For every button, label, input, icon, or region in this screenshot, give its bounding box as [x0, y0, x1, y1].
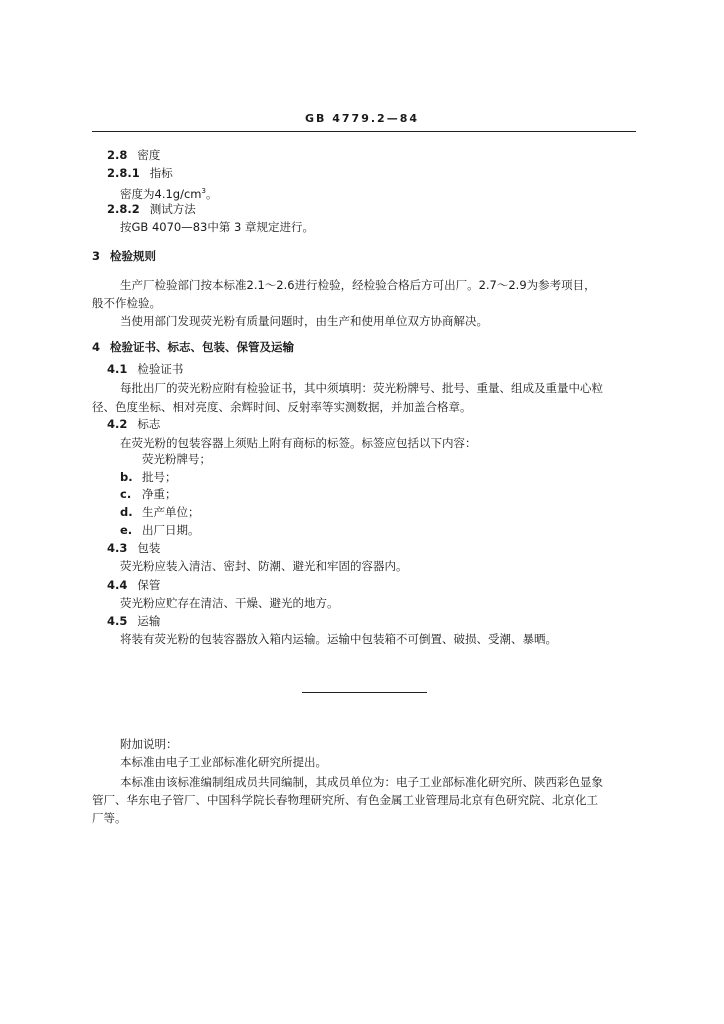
section-2-8-2-heading — [107, 202, 196, 216]
notes-line-2: 本标准由该标准编制组成员共同编制，其成员单位为：电子工业部标准化研究所、陕西彩色显象 — [120, 775, 603, 789]
label-item-text: 批号； — [142, 470, 177, 484]
label-item — [120, 470, 177, 484]
certificate-text-line-1: 每批出厂的荧光粉应附有检验证书，其中须填明：荧光粉牌号、批号、重量、组成及重量中心粒 — [120, 381, 603, 395]
notes-line-1: 本标准由电子工业部标准化研究所提出。 — [120, 755, 327, 769]
label-item — [120, 452, 211, 466]
section-number: 2.8.2 — [107, 202, 140, 216]
section-4-3-heading — [107, 541, 160, 555]
section-number: 4.3 — [107, 541, 128, 555]
label-intro-text: 在荧光粉的包装容器上须贴上附有商标的标签。标签应包括以下内容： — [120, 436, 477, 450]
label-item — [120, 523, 200, 537]
section-title: 保管 — [137, 578, 161, 592]
label-item-mark: d. — [120, 505, 133, 519]
section-4-1-heading — [107, 362, 183, 376]
section-title: 包装 — [137, 541, 161, 555]
notes-line-3: 管厂、华东电子管厂、中国科学院长春物理研究所、有色金属工业管理局北京有色研究院、北京化工 — [92, 793, 598, 807]
density-value: 密度为4.1g/cm — [120, 186, 202, 201]
section-title: 检验证书、标志、包装、保管及运输 — [110, 340, 295, 354]
section-3-heading — [92, 249, 156, 263]
packaging-text: 荧光粉应装入清洁、密封、防潮、避光和牢固的容器内。 — [120, 559, 408, 573]
section-number: 2.8.1 — [107, 166, 140, 180]
section-4-2-heading — [107, 417, 160, 431]
section-title: 密度 — [137, 148, 161, 162]
notes-line-4: 厂等。 — [92, 811, 127, 825]
label-item-text: 荧光粉牌号； — [142, 452, 211, 466]
section-title: 检验证书 — [137, 362, 184, 376]
density-end: 。 — [205, 186, 218, 201]
section-number: 4.2 — [107, 417, 128, 431]
storage-text: 荧光粉应贮存在清洁、干燥、避光的地方。 — [120, 596, 339, 610]
section-4-4-heading — [107, 578, 160, 592]
section-title: 检验规则 — [110, 249, 157, 263]
inspection-rule-line-1: 生产厂检验部门按本标准2.1～2.6进行检验，经检验合格后方可出厂。2.7～2.9为参考项目， — [120, 278, 596, 292]
standard-code-header: GB 4779.2—84 — [305, 112, 419, 125]
density-text — [120, 184, 217, 201]
label-item — [120, 505, 200, 519]
label-item-mark: e. — [120, 523, 133, 537]
label-item-mark: b. — [120, 470, 133, 484]
section-number: 2.8 — [107, 148, 128, 162]
section-2-8-heading — [107, 148, 160, 162]
section-2-8-1-heading — [107, 166, 173, 180]
section-title: 指标 — [149, 166, 173, 180]
quality-dispute-text: 当使用部门发现荧光粉有质量问题时，由生产和使用单位双方协商解决。 — [120, 314, 488, 328]
inspection-rule-line-2: 般不作检验。 — [92, 296, 161, 310]
test-method-text: 按GB 4070—83中第 3 章规定进行。 — [120, 220, 314, 234]
section-number: 4.4 — [107, 578, 128, 592]
density-unit-exponent: 3 — [201, 187, 206, 195]
section-4-heading — [92, 340, 294, 354]
header-rule — [92, 131, 636, 132]
transport-text: 将装有荧光粉的包装容器放入箱内运输。运输中包装箱不可倒置、破损、受潮、暴晒。 — [120, 632, 557, 646]
certificate-text-line-2: 径、色度坐标、相对亮度、余辉时间、反射率等实测数据，并加盖合格章。 — [92, 400, 472, 414]
section-title: 标志 — [137, 417, 161, 431]
label-item-text: 生产单位； — [142, 505, 200, 519]
section-number: 3 — [92, 249, 101, 263]
section-number: 4.5 — [107, 614, 128, 628]
section-4-5-heading — [107, 614, 160, 628]
section-title: 测试方法 — [149, 202, 196, 216]
section-number: 4.1 — [107, 362, 128, 376]
label-item — [120, 487, 177, 501]
label-item-text: 净重； — [142, 487, 177, 501]
section-divider — [302, 692, 427, 693]
section-number: 4 — [92, 340, 101, 354]
label-item-mark: c. — [120, 487, 132, 501]
notes-title: 附加说明： — [120, 737, 178, 751]
section-title: 运输 — [137, 614, 161, 628]
label-item-text: 出厂日期。 — [142, 523, 200, 537]
